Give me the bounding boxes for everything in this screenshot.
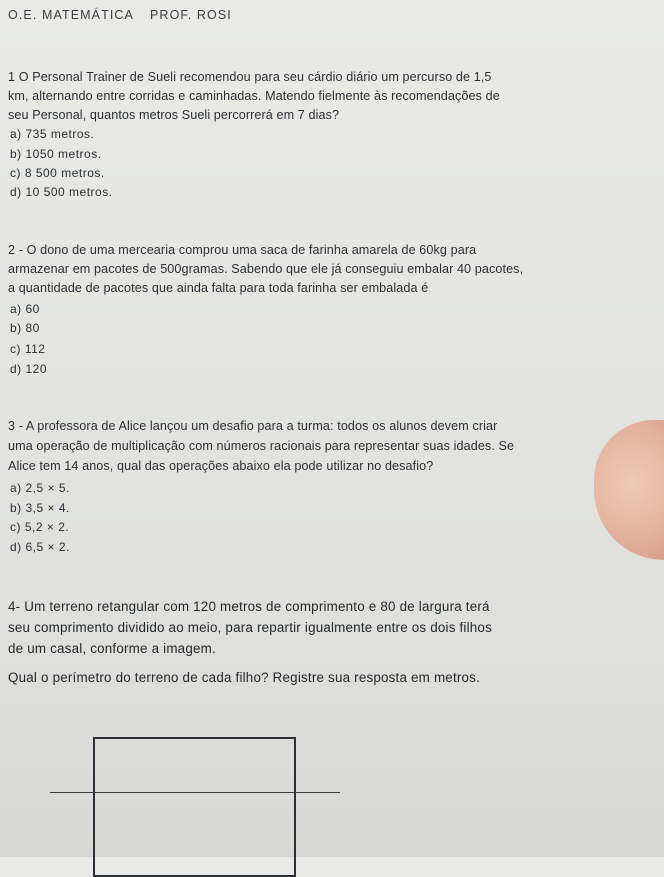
question-2-line-3: a quantidade de pacotes que ainda falta para toda farinha ser embalada é bbox=[8, 281, 429, 295]
question-4-line-4: Qual o perímetro do terreno de cada filho? Registre sua resposta em metros. bbox=[8, 670, 481, 685]
teacher-label: PROF. ROSI bbox=[150, 8, 232, 22]
question-3-option-d: d) 6,5 × 2. bbox=[10, 540, 70, 554]
question-3-line-3: Alice tem 14 anos, qual das operações abaixo ela pode utilizar no desafio? bbox=[8, 459, 434, 473]
question-2-option-c: c) 112 bbox=[10, 342, 46, 356]
question-3-option-a: a) 2,5 × 5. bbox=[10, 481, 70, 495]
question-1-option-c: c) 8 500 metros. bbox=[10, 166, 105, 180]
question-4-line-1: 4- Um terreno retangular com 120 metros de comprimento e 80 de largura terá bbox=[8, 599, 490, 614]
question-3-line-2: uma operação de multiplicação com números racionais para representar suas idades. Se bbox=[8, 439, 515, 453]
question-3-option-c: c) 5,2 × 2. bbox=[10, 520, 70, 534]
question-1-option-d: d) 10 500 metros. bbox=[10, 185, 113, 199]
worksheet-header bbox=[8, 8, 232, 22]
question-2-line-2: armazenar em pacotes de 500gramas. Sabendo que ele já conseguiu embalar 40 pacotes, bbox=[8, 262, 524, 276]
question-2-line-1: 2 - O dono de uma mercearia comprou uma saca de farinha amarela de 60kg para bbox=[8, 243, 477, 257]
question-3-option-b: b) 3,5 × 4. bbox=[10, 501, 70, 515]
question-1-option-b: b) 1050 metros. bbox=[10, 147, 102, 161]
finger-occlusion bbox=[594, 420, 664, 560]
question-3-line-1: 3 - A professora de Alice lançou um desafio para a turma: todos os alunos devem criar bbox=[8, 419, 498, 433]
terrain-rectangle bbox=[93, 737, 296, 877]
question-1-line-3: seu Personal, quantos metros Sueli percorrerá em 7 dias? bbox=[8, 108, 340, 122]
question-2-option-d: d) 120 bbox=[10, 362, 48, 376]
question-1-line-1: 1 O Personal Trainer de Sueli recomendou para seu cárdio diário um percurso de 1,5 bbox=[8, 70, 492, 84]
question-1-option-a: a) 735 metros. bbox=[10, 127, 95, 141]
school-label: O.E. MATEMÁTICA bbox=[8, 8, 134, 22]
question-4-line-3: de um casal, conforme a imagem. bbox=[8, 641, 216, 656]
question-2-option-b: b) 80 bbox=[10, 321, 40, 335]
terrain-division-line bbox=[50, 792, 340, 793]
question-2-option-a: a) 60 bbox=[10, 302, 40, 316]
question-4-line-2: seu comprimento dividido ao meio, para repartir igualmente entre os dois filhos bbox=[8, 620, 492, 635]
question-1-line-2: km, alternando entre corridas e caminhadas. Matendo fielmente às recomendações de bbox=[8, 89, 500, 103]
